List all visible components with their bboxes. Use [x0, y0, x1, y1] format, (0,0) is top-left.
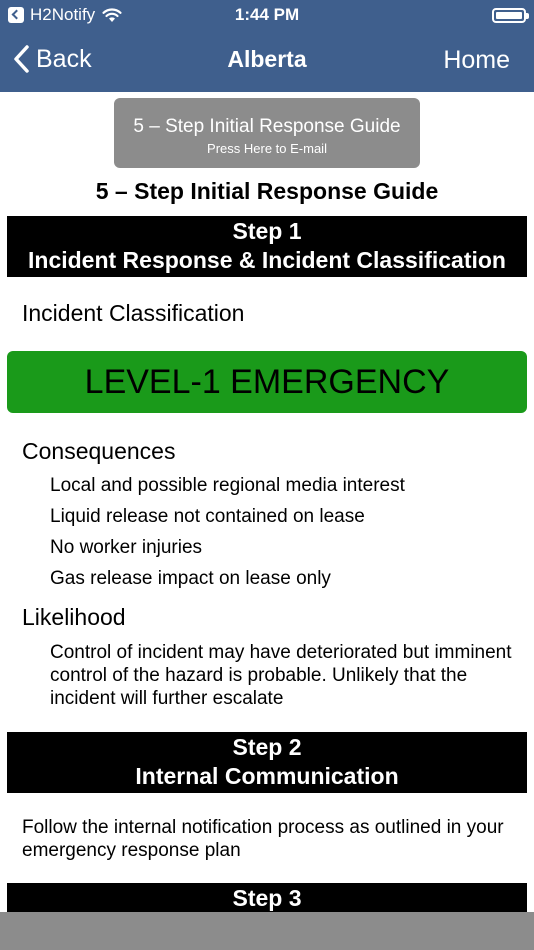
- email-guide-button[interactable]: [114, 98, 420, 168]
- status-bar: [0, 0, 534, 30]
- step-2-number: Step 2: [232, 734, 302, 760]
- consequence-item: Gas release impact on lease only: [50, 568, 331, 589]
- step-3-number: Step 3: [232, 885, 302, 911]
- status-time: 1:44 PM: [234, 5, 300, 24]
- step-1-title: Incident Response & Incident Classification: [28, 247, 506, 273]
- consequence-item: Liquid release not contained on lease: [50, 506, 365, 527]
- email-button-subtitle: Press Here to E-mail: [207, 141, 327, 156]
- app-name: H2Notify: [30, 5, 96, 24]
- email-button-title: 5 – Step Initial Response Guide: [133, 116, 401, 137]
- step-1-number: Step 1: [232, 218, 302, 244]
- home-button[interactable]: Home: [443, 46, 510, 74]
- guide-heading: 5 – Step Initial Response Guide: [95, 178, 439, 204]
- step-2-title: Internal Communication: [135, 763, 399, 789]
- consequence-item: Local and possible regional media interest: [50, 475, 405, 496]
- likelihood-label: Likelihood: [22, 604, 126, 630]
- incident-classification-label: Incident Classification: [22, 300, 245, 326]
- consequence-item: No worker injuries: [50, 537, 203, 558]
- step-2-header: [7, 732, 527, 793]
- battery-icon: [492, 8, 526, 23]
- consequences-label: Consequences: [22, 438, 176, 464]
- emergency-level-badge: LEVEL-1 EMERGENCY: [7, 351, 527, 413]
- page-title: Alberta: [227, 46, 307, 72]
- step-1-header: [7, 216, 527, 277]
- bottom-toolbar: [0, 912, 534, 950]
- step-3-header: [7, 883, 527, 913]
- step-2-text: Follow the internal notification process as outlined in your emergency response plan: [22, 817, 504, 861]
- navigation-bar: [0, 30, 534, 92]
- likelihood-text: Control of incident may have deteriorated but imminent control of the hazard is probable. Unlikely that the incident will further escalate: [50, 642, 512, 709]
- back-label: Back: [36, 44, 92, 73]
